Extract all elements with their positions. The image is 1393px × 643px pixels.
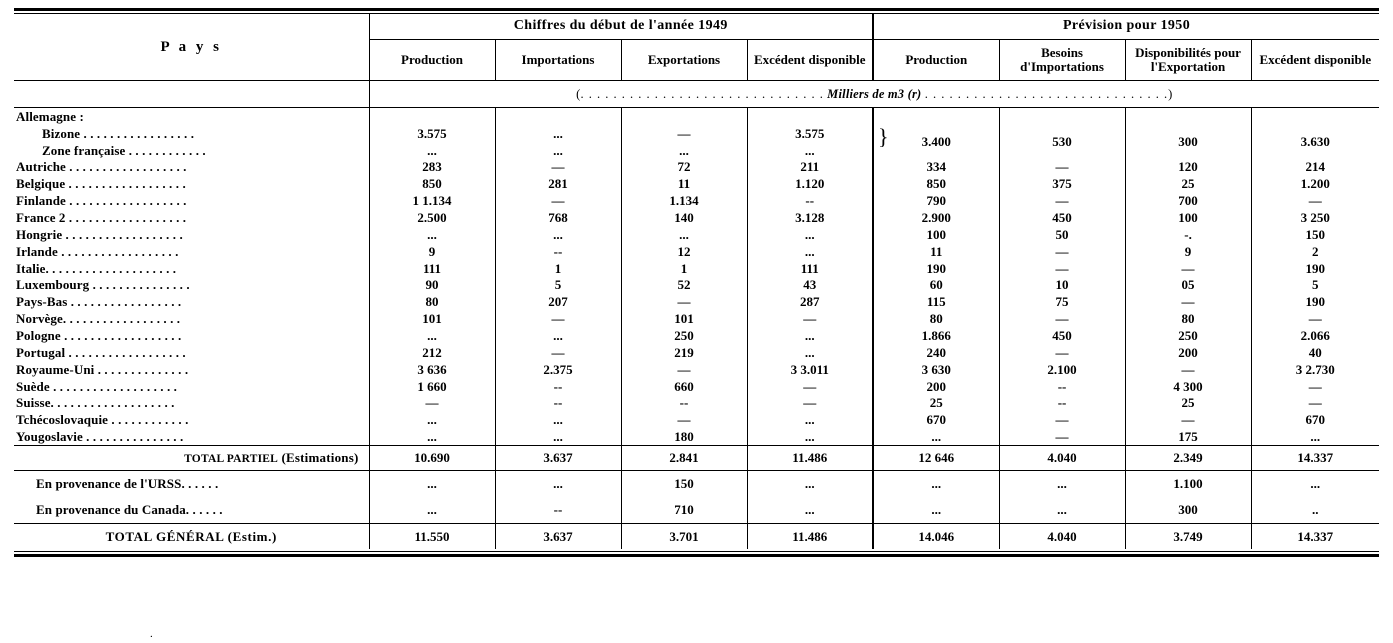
cell-country: Finlande . . . . . . . . . . . . . . . . . .	[14, 193, 369, 210]
cell-value: ...	[804, 142, 815, 158]
cell-value: ...	[999, 497, 1125, 524]
subtotal-label-main: TOTAL PARTIEL	[184, 453, 279, 466]
cell-value: 43	[803, 277, 817, 293]
cell-value: 111	[800, 260, 819, 276]
unit-note-dots-right: . . . . . . . . . . . . . . . . . . . . . . . . . . . . . .	[924, 87, 1169, 102]
cell-value: --	[495, 243, 621, 260]
unit-note-close: )	[1168, 87, 1173, 102]
cell-value: ...	[369, 226, 495, 243]
cell-value: --	[495, 378, 621, 395]
cell-value: ...	[873, 471, 999, 498]
col-header-besoins-importations-1950: Besoins d'Importations	[999, 40, 1125, 81]
cell-value: 12 646	[873, 446, 999, 471]
cell-value: ...	[369, 142, 495, 159]
cell-value: 1.200	[1300, 176, 1330, 192]
cell-value	[873, 108, 999, 125]
statistics-table	[14, 14, 1379, 549]
cell-value: 3.400 }	[873, 125, 999, 159]
cell-value: —	[1308, 378, 1322, 394]
table-row	[14, 176, 1379, 193]
cell-value: 670	[873, 412, 999, 429]
cell-value: 240	[873, 344, 999, 361]
cell-value: 1.134	[621, 193, 747, 210]
cell-value: 850	[873, 176, 999, 193]
cell-value: —	[1308, 193, 1322, 209]
cell-country: Pays-Bas . . . . . . . . . . . . . . . . .	[14, 294, 369, 311]
group-header-1950: Prévision pour 1950	[873, 14, 1379, 40]
cell-country	[14, 142, 369, 159]
cell-country: Italie. . . . . . . . . . . . . . . . . . . .	[14, 260, 369, 277]
cell-value: 180	[621, 429, 747, 446]
cell-country: Irlande . . . . . . . . . . . . . . . . . .	[14, 243, 369, 260]
cell-value: 190	[873, 260, 999, 277]
page-mark: .	[150, 628, 153, 640]
cell-value: ...	[621, 142, 747, 159]
unit-note-empty	[14, 81, 369, 108]
cell-value: 175	[1125, 429, 1251, 446]
cell-value: ...	[999, 471, 1125, 498]
col-header-production-1950: Production	[873, 40, 999, 81]
cell-value: 11	[873, 243, 999, 260]
cell-value: 710	[621, 497, 747, 524]
cell-value: ...	[873, 497, 999, 524]
cell-value: 60	[873, 277, 999, 294]
cell-value: 281	[495, 176, 621, 193]
cell-value: 3 3.011	[790, 361, 829, 377]
bottom-rule-thin	[14, 551, 1379, 552]
cell-value: 250	[1125, 327, 1251, 344]
cell-value: 660	[621, 378, 747, 395]
table-row	[14, 243, 1379, 260]
cell-value: 100	[1125, 209, 1251, 226]
cell-value: 3 636	[369, 361, 495, 378]
cell-value: --	[999, 378, 1125, 395]
cell-value: --	[621, 395, 747, 412]
cell-value: —	[999, 412, 1125, 429]
cell-value: 14.337	[1251, 446, 1379, 471]
table-row	[14, 209, 1379, 226]
cell-value: 212	[369, 344, 495, 361]
cell-value: 768	[495, 209, 621, 226]
provenance-label: En provenance de l'URSS. . . . . .	[14, 471, 369, 498]
table-row	[14, 260, 1379, 277]
cell-value	[621, 108, 747, 125]
table-row	[14, 108, 1379, 125]
brace-icon: }	[878, 124, 889, 150]
cell-value: —	[803, 395, 817, 411]
col-header-disponibilites-exportation-1950: Disponibilités pour l'Exportation	[1125, 40, 1251, 81]
table-row	[14, 311, 1379, 328]
cell-value: ..	[1312, 502, 1319, 518]
cell-value: 40	[1308, 344, 1322, 360]
cell-value: —	[621, 412, 747, 429]
unit-note-label: Milliers de m3 (r)	[827, 87, 922, 102]
cell-value: ...	[495, 429, 621, 446]
cell-value: 300	[1125, 497, 1251, 524]
cell-value: 1.120	[795, 176, 825, 192]
table-row	[14, 412, 1379, 429]
cell-value: 2	[1312, 243, 1319, 259]
cell-value: 214	[1305, 159, 1326, 175]
cell-value: ...	[804, 243, 815, 259]
cell-value: ...	[621, 226, 747, 243]
country-label: Bizone . . . . . . . . . . . . . . . . .	[42, 125, 195, 141]
cell-value: —	[999, 159, 1125, 176]
cell-value: ...	[804, 476, 815, 492]
grandtotal-label: TOTAL GÉNÉRAL (Estim.)	[14, 524, 369, 550]
cell-value: ...	[1310, 429, 1321, 445]
cell-value: -.	[1125, 226, 1251, 243]
cell-value: 850	[369, 176, 495, 193]
cell-country: Autriche . . . . . . . . . . . . . . . . . .	[14, 159, 369, 176]
table-row	[14, 361, 1379, 378]
cell-value: --	[805, 193, 815, 209]
cell-value: ...	[495, 226, 621, 243]
cell-value: —	[621, 294, 747, 311]
cell-value: --	[999, 395, 1125, 412]
cell-value: 211	[800, 159, 820, 175]
cell-value: 287	[800, 294, 820, 310]
cell-value: —	[999, 193, 1125, 210]
table-row	[14, 226, 1379, 243]
cell-value: —	[999, 243, 1125, 260]
cell-value: 101	[621, 311, 747, 328]
cell-value: 3.701	[621, 524, 747, 550]
cell-value: 530	[999, 125, 1125, 159]
cell-country: Portugal . . . . . . . . . . . . . . . . . .	[14, 344, 369, 361]
cell-value: 14.046	[873, 524, 999, 550]
cell-value: 2.066	[1300, 327, 1330, 343]
col-header-production-1949: Production	[369, 40, 495, 81]
cell-value: ...	[804, 344, 815, 360]
table-row	[14, 294, 1379, 311]
cell-value: 120	[1125, 159, 1251, 176]
cell-value: 2.349	[1125, 446, 1251, 471]
cell-value: 3.630	[1300, 134, 1330, 150]
cell-value: 450	[999, 327, 1125, 344]
cell-value: 3.128	[795, 209, 825, 225]
cell-value: 80	[1125, 311, 1251, 328]
unit-note-row	[14, 81, 1379, 108]
cell-value: 450	[999, 209, 1125, 226]
cell-value: ...	[804, 226, 815, 242]
cell-value: 5	[1312, 277, 1319, 293]
cell-value: 9	[369, 243, 495, 260]
cell-value: 3 250	[1300, 209, 1330, 225]
cell-value: 1 660	[369, 378, 495, 395]
cell-value	[1125, 108, 1251, 125]
cell-value: —	[999, 260, 1125, 277]
cell-value: 101	[369, 311, 495, 328]
cell-value: 3.575	[795, 125, 825, 141]
cell-value: —	[999, 311, 1125, 328]
cell-value: —	[1125, 260, 1251, 277]
table-row	[14, 277, 1379, 294]
cell-value: --	[495, 395, 621, 412]
cell-value: —	[621, 361, 747, 378]
cell-value: —	[1125, 361, 1251, 378]
cell-value: 1 1.134	[369, 193, 495, 210]
cell-value: ...	[369, 497, 495, 524]
table-row	[14, 378, 1379, 395]
cell-value: ...	[369, 327, 495, 344]
cell-value: —	[495, 193, 621, 210]
cell-value	[1251, 108, 1379, 125]
cell-value: ...	[495, 471, 621, 498]
cell-value: 3 630	[873, 361, 999, 378]
cell-value: 80	[873, 311, 999, 328]
cell-value: 25	[873, 395, 999, 412]
cell-country: Royaume-Uni . . . . . . . . . . . . . .	[14, 361, 369, 378]
col-header-excedent-1950: Excédent disponible	[1251, 40, 1379, 81]
cell-value: 100	[873, 226, 999, 243]
cell-value: 80	[369, 294, 495, 311]
cell-value: 25	[1125, 176, 1251, 193]
cell-value: 2.900	[873, 209, 999, 226]
cell-value: ...	[804, 502, 815, 518]
cell-value: ...	[873, 429, 999, 446]
cell-value: ...	[804, 429, 815, 445]
cell-value: 219	[621, 344, 747, 361]
cell-value: 2.375	[495, 361, 621, 378]
cell-value: 2.100	[999, 361, 1125, 378]
cell-value: ...	[369, 412, 495, 429]
group-header-1949: Chiffres du début de l'année 1949	[369, 14, 873, 40]
cell-value	[747, 108, 873, 125]
cell-country: Hongrie . . . . . . . . . . . . . . . . . .	[14, 226, 369, 243]
unit-note	[369, 81, 1379, 108]
cell-value: ...	[804, 327, 815, 343]
cell-value: 1.100	[1125, 471, 1251, 498]
unit-note-open: (	[576, 87, 581, 102]
col-header-exportations-1949: Exportations	[621, 40, 747, 81]
cell-value: 111	[369, 260, 495, 277]
cell-value: 90	[369, 277, 495, 294]
top-rule-heavy	[14, 8, 1379, 11]
cell-value: 10	[999, 277, 1125, 294]
cell-value: 334	[873, 159, 999, 176]
cell-country: Pologne . . . . . . . . . . . . . . . . . .	[14, 327, 369, 344]
cell-value: 52	[621, 277, 747, 294]
cell-value: 4.040	[999, 524, 1125, 550]
cell-value: —	[999, 429, 1125, 446]
unit-note-dots-left: . . . . . . . . . . . . . . . . . . . . . . . . . . . . . .	[580, 87, 824, 102]
cell-value: 3.575	[369, 125, 495, 142]
cell-value: —	[999, 344, 1125, 361]
cell-value: 5	[495, 277, 621, 294]
cell-value: 207	[495, 294, 621, 311]
cell-country: Suède . . . . . . . . . . . . . . . . . . .	[14, 378, 369, 395]
bottom-rule-heavy	[14, 554, 1379, 557]
cell-value: —	[803, 311, 817, 327]
cell-value: 1.866	[873, 327, 999, 344]
provenance-row	[14, 497, 1379, 524]
cell-country: Suisse. . . . . . . . . . . . . . . . . . .	[14, 395, 369, 412]
cell-value: 790	[873, 193, 999, 210]
cell-value: 3.637	[495, 524, 621, 550]
provenance-row	[14, 471, 1379, 498]
cell-value: 50	[999, 226, 1125, 243]
subtotal-label-note: (Estimations)	[278, 450, 359, 466]
cell-value: 190	[1305, 260, 1326, 276]
subtotal-label	[14, 446, 369, 471]
cell-value: ...	[495, 412, 621, 429]
cell-value: —	[621, 125, 747, 142]
cell-value: ...	[369, 429, 495, 446]
cell-value: 2.841	[621, 446, 747, 471]
cell-value: —	[369, 395, 495, 412]
cell-country: Tchécoslovaquie . . . . . . . . . . . .	[14, 412, 369, 429]
cell-value: ...	[369, 471, 495, 498]
cell-value: 140	[621, 209, 747, 226]
cell-value: 115	[873, 294, 999, 311]
cell-country: France 2 . . . . . . . . . . . . . . . . . .	[14, 209, 369, 226]
grandtotal-row	[14, 524, 1379, 550]
cell-value: —	[495, 311, 621, 328]
provenance-label: En provenance du Canada. . . . . .	[14, 497, 369, 524]
table-row	[14, 125, 1379, 142]
cell-country: Allemagne :	[14, 108, 369, 125]
table-row	[14, 395, 1379, 412]
cell-value: 11.486	[747, 446, 873, 471]
cell-value: 05	[1125, 277, 1251, 294]
cell-value: ...	[495, 125, 621, 142]
cell-value: —	[495, 344, 621, 361]
cell-value: 4 300	[1125, 378, 1251, 395]
cell-country: Luxembourg . . . . . . . . . . . . . . .	[14, 277, 369, 294]
table-row	[14, 159, 1379, 176]
cell-value: —	[1308, 311, 1322, 327]
cell-value: 3.637	[495, 446, 621, 471]
cell-value: --	[495, 497, 621, 524]
cell-value: 1	[495, 260, 621, 277]
col-header-pays: P a y s	[14, 14, 369, 81]
cell-value: 150	[621, 471, 747, 498]
cell-value: 11	[621, 176, 747, 193]
col-header-importations-1949: Importations	[495, 40, 621, 81]
cell-value: 12	[621, 243, 747, 260]
cell-value: 190	[1305, 294, 1326, 310]
cell-value: 1	[621, 260, 747, 277]
cell-value	[999, 108, 1125, 125]
table-row	[14, 429, 1379, 446]
cell-value: 9	[1125, 243, 1251, 260]
cell-value: —	[1125, 294, 1251, 311]
cell-value: 300	[1125, 125, 1251, 159]
cell-value: ...	[1310, 476, 1321, 492]
header-group-row	[14, 14, 1379, 40]
cell-value: 11.550	[369, 524, 495, 550]
table-row	[14, 193, 1379, 210]
cell-value: 3.749	[1125, 524, 1251, 550]
cell-value: ...	[495, 142, 621, 159]
cell-value: 10.690	[369, 446, 495, 471]
cell-value: 200	[873, 378, 999, 395]
cell-country: Belgique . . . . . . . . . . . . . . . . . .	[14, 176, 369, 193]
cell-value: —	[1125, 412, 1251, 429]
cell-value: 25	[1125, 395, 1251, 412]
cell-value: ...	[804, 412, 815, 428]
cell-value: 283	[369, 159, 495, 176]
table-row	[14, 344, 1379, 361]
cell-value: —	[495, 159, 621, 176]
cell-value: —	[1308, 395, 1322, 411]
country-label: Zone française . . . . . . . . . . . .	[42, 142, 206, 158]
cell-value: 3 2.730	[1295, 361, 1335, 377]
cell-value: 72	[621, 159, 747, 176]
cell-value: 150	[1305, 226, 1326, 242]
cell-value: —	[803, 378, 817, 394]
cell-value: 250	[621, 327, 747, 344]
cell-value: 375	[999, 176, 1125, 193]
cell-country	[14, 125, 369, 142]
col-header-excedent-1949: Excédent disponible	[747, 40, 873, 81]
cell-value: 14.337	[1251, 524, 1379, 550]
cell-country: Yougoslavie . . . . . . . . . . . . . . .	[14, 429, 369, 446]
subtotal-row	[14, 446, 1379, 471]
cell-value: 2.500	[369, 209, 495, 226]
table-row	[14, 327, 1379, 344]
cell-value	[369, 108, 495, 125]
cell-value: 75	[999, 294, 1125, 311]
cell-value	[495, 108, 621, 125]
cell-value: ...	[495, 327, 621, 344]
cell-value: 11.486	[747, 524, 873, 550]
cell-value: 4.040	[999, 446, 1125, 471]
cell-value: 200	[1125, 344, 1251, 361]
cell-value: 700	[1125, 193, 1251, 210]
cell-country: Norvège. . . . . . . . . . . . . . . . . .	[14, 311, 369, 328]
cell-value: 670	[1305, 412, 1326, 428]
